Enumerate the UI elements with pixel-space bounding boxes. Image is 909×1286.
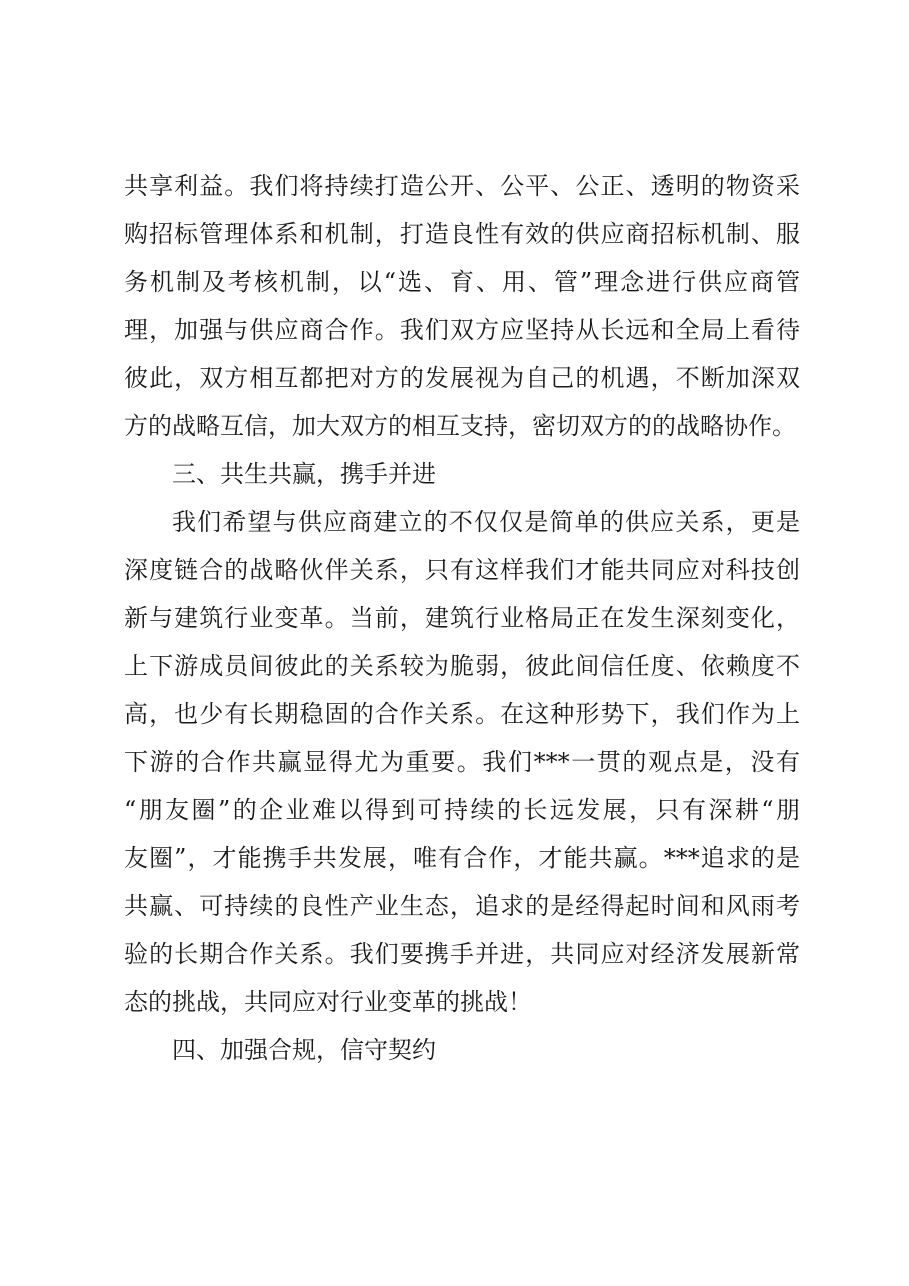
paragraph-line: 彼此，双方相互都把对方的发展视为自己的机遇，不断加深双 bbox=[124, 364, 800, 392]
paragraph-line: 上下游成员间彼此的关系较为脆弱，彼此间信任度、依赖度不 bbox=[124, 652, 800, 680]
paragraph-line: 新与建筑行业变革。当前，建筑行业格局正在发生深刻变化， bbox=[124, 604, 800, 632]
paragraph-line: 友圈”，才能携手共发展，唯有合作，才能共赢。***追求的是 bbox=[124, 844, 800, 872]
paragraph-line: 购招标管理体系和机制，打造良性有效的供应商招标机制、服 bbox=[124, 220, 800, 248]
paragraph-line: 共赢、可持续的良性产业生态，追求的是经得起时间和风雨考 bbox=[124, 892, 800, 920]
paragraph-line: 深度链合的战略伙伴关系，只有这样我们才能共同应对科技创 bbox=[124, 556, 800, 584]
paragraph-line: 方的战略互信，加大双方的相互支持，密切双方的的战略协作。 bbox=[124, 412, 796, 440]
paragraph-line: 理，加强与供应商合作。我们双方应坚持从长远和全局上看待 bbox=[124, 316, 800, 344]
paragraph-line: 共享利益。我们将持续打造公开、公平、公正、透明的物资采 bbox=[124, 172, 800, 200]
paragraph-line: 态的挑战，共同应对行业变革的挑战！ bbox=[124, 988, 532, 1016]
paragraph-first-line: 我们希望与供应商建立的不仅仅是简单的供应关系，更是 bbox=[172, 508, 800, 536]
paragraph-line: 高，也少有长期稳固的合作关系。在这种形势下，我们作为上 bbox=[124, 700, 800, 728]
section-heading-4: 四、加强合规，信守契约 bbox=[172, 1036, 436, 1064]
section-heading-3: 三、共生共赢，携手并进 bbox=[172, 460, 436, 488]
paragraph-line: 验的长期合作关系。我们要携手并进，共同应对经济发展新常 bbox=[124, 940, 800, 968]
paragraph-line: 务机制及考核机制，以“选、育、用、管”理念进行供应商管 bbox=[124, 268, 800, 296]
paragraph-line: “朋友圈”的企业难以得到可持续的长远发展，只有深耕“朋 bbox=[124, 796, 800, 824]
paragraph-line: 下游的合作共赢显得尤为重要。我们***一贯的观点是，没有 bbox=[124, 748, 800, 776]
